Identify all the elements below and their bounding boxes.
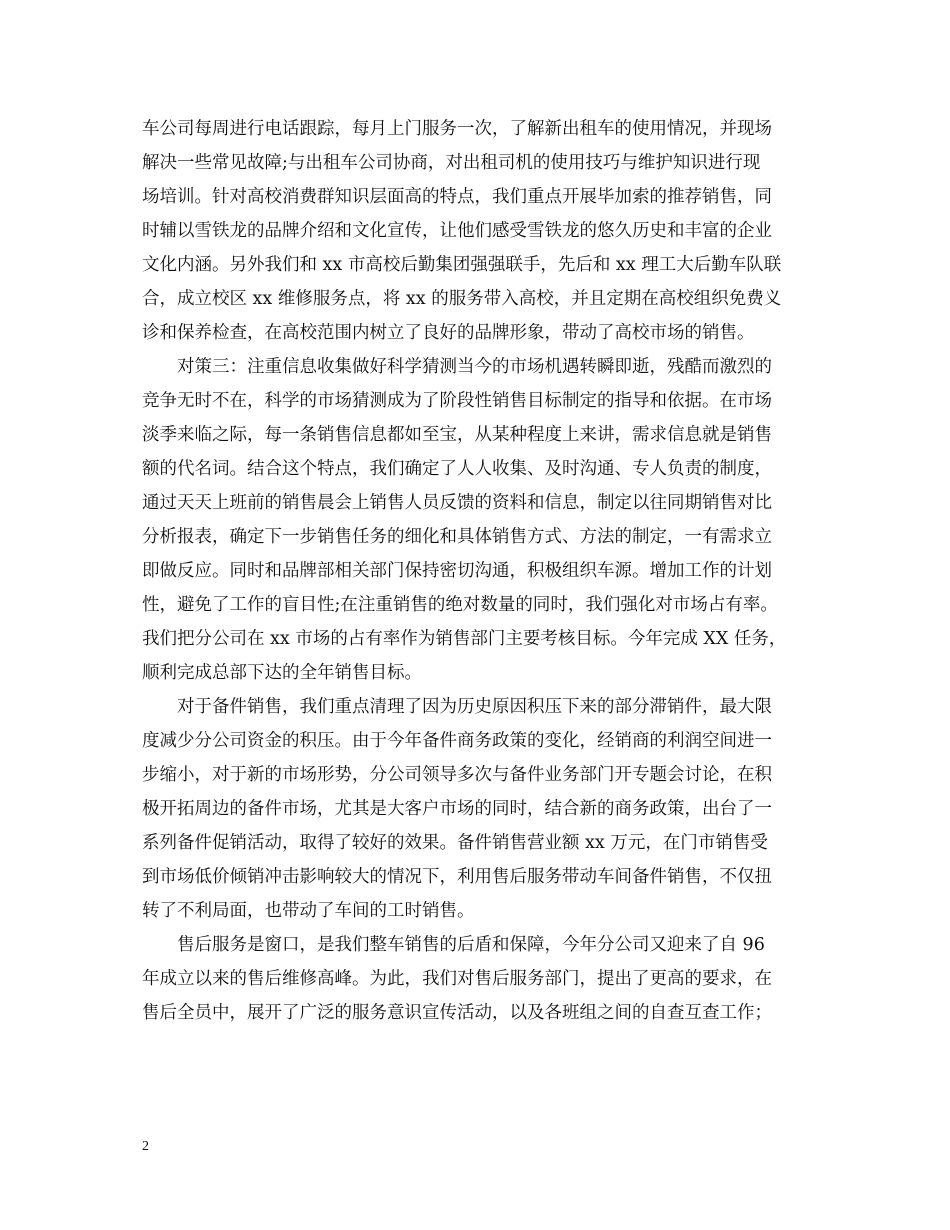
text-line: 系列备件促销活动，取得了较好的效果。备件销售营业额 xx 万元，在门市销售受: [142, 833, 768, 853]
text-line: 极开拓周边的备件市场，尤其是大客户市场的同时，结合新的商务政策，出台了一: [142, 799, 772, 819]
text-line: 对策三：注重信息收集做好科学猜测当今的市场机遇转瞬即逝，残酷而激烈的: [142, 357, 772, 377]
text-line: 解决一些常见故障;与出租车公司协商，对出租司机的使用技巧与维护知识进行现: [142, 153, 761, 173]
text-line: 即做反应。同时和品牌部相关部门保持密切沟通，积极组织车源。增加工作的计划: [142, 561, 772, 581]
text-line: 我们把分公司在 xx 市场的占有率作为销售部门主要考核目标。今年完成 XX 任务，: [142, 629, 787, 649]
text-line: 性，避免了工作的盲目性;在注重销售的绝对数量的同时，我们强化对市场占有率。: [142, 595, 778, 615]
text-line: 时辅以雪铁龙的品牌介绍和文化宣传，让他们感受雪铁龙的悠久历史和丰富的企业: [142, 221, 772, 241]
text-line: 年成立以来的售后维修高峰。为此，我们对售后服务部门，提出了更高的要求，在: [142, 969, 772, 989]
text-line: 售后全员中，展开了广泛的服务意识宣传活动，以及各班组之间的自查互查工作；: [142, 1003, 772, 1023]
text-line: 转了不利局面，也带动了车间的工时销售。: [142, 901, 475, 921]
text-line: 对于备件销售，我们重点清理了因为历史原因积压下来的部分滞销件，最大限: [142, 697, 772, 717]
text-line: 通过天天上班前的销售晨会上销售人员反馈的资料和信息，制定以往同期销售对比: [142, 493, 772, 513]
text-line: 文化内涵。另外我们和 xx 市高校后勤集团强强联手，先后和 xx 理工大后勤车队联: [142, 255, 782, 275]
text-line: 步缩小，对于新的市场形势，分公司领导多次与备件业务部门开专题会讨论，在积: [142, 765, 772, 785]
page-number: 2: [142, 1139, 149, 1154]
text-line: 分析报表，确定下一步销售任务的细化和具体销售方式、方法的制定，一有需求立: [142, 527, 772, 547]
text-line: 度减少分公司资金的积压。由于今年备件商务政策的变化，经销商的利润空间进一: [142, 731, 772, 751]
text-line: 额的代名词。结合这个特点，我们确定了人人收集、及时沟通、专人负责的制度，: [142, 459, 772, 479]
text-line: 售后服务是窗口，是我们整车销售的后盾和保障，今年分公司又迎来了自 96: [142, 935, 765, 955]
text-line: 顺利完成总部下达的全年销售目标。: [142, 663, 422, 683]
text-line: 到市场低价倾销冲击影响较大的情况下，利用售后服务带动车间备件销售，不仅扭: [142, 867, 772, 887]
text-line: 诊和保养检查，在高校范围内树立了良好的品牌形象，带动了高校市场的销售。: [142, 323, 755, 343]
text-line: 车公司每周进行电话跟踪，每月上门服务一次，了解新出租车的使用情况，并现场: [142, 119, 772, 139]
text-line: 竞争无时不在，科学的市场猜测成为了阶段性销售目标制定的指导和依据。在市场: [142, 391, 772, 411]
text-line: 场培训。针对高校消费群知识层面高的特点，我们重点开展毕加索的推荐销售，同: [142, 187, 772, 207]
text-line: 淡季来临之际，每一条销售信息都如至宝，从某种程度上来讲，需求信息就是销售: [142, 425, 772, 445]
text-line: 合，成立校区 xx 维修服务点，将 xx 的服务带入高校，并且定期在高校组织免费义: [142, 289, 782, 309]
